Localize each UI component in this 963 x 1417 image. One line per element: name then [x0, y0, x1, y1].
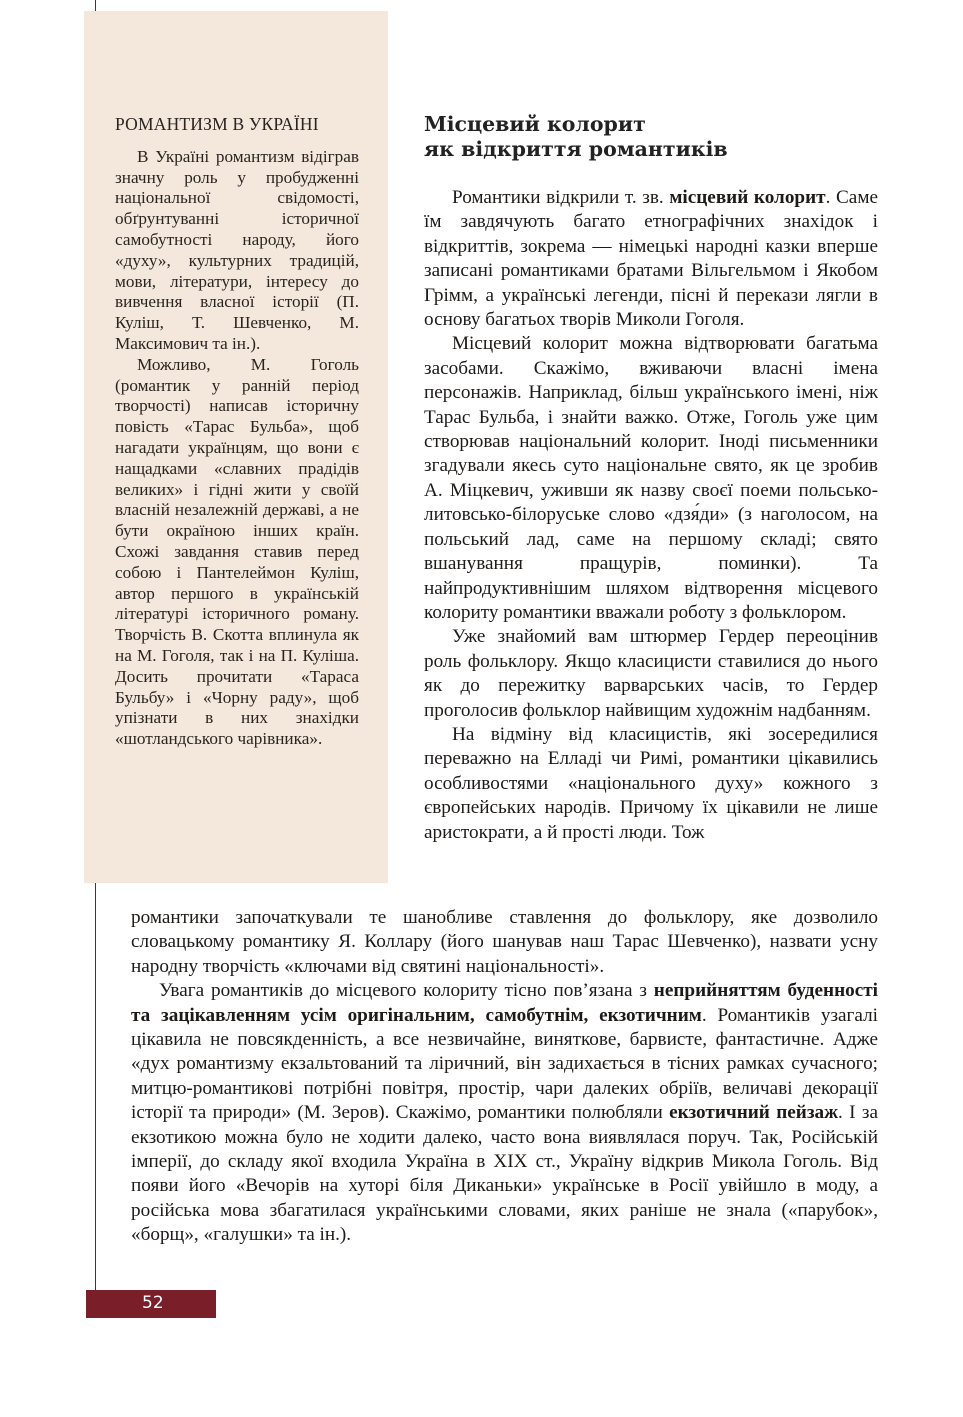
sidebar-paragraph-1: В Україні романтизм відіграв значну роль у пробудженні національної свідомості, обґрунтуванні історичної самобутності народу, його «духу», культурних традицій, мови, літератури, інтересу до вивчення власної історії (П. Куліш, Т. Шевченко, М. Максимович та ін.). [115, 146, 359, 353]
paragraph-4-start: На відміну від класицистів, які зосередилися переважно на Елладі чи Римі, романтики цікавились особливостями «національного духу» кожного з європейських народів. Причому їх цікавили не лише аристократи, а й прості люди. Тож [424, 723, 878, 843]
page-number-tab [86, 1290, 216, 1318]
main-column [424, 186, 878, 845]
sidebar-paragraph-2: Можливо, М. Гоголь (романтик у ранній період творчості) написав історичну повість «Тарас Бульба», щоб нагадати українцям, що вони є нащадками «славних прадідів великих» і гідні жити у своїй власній незалежній державі, а не бути окраїною інших країн. Схожі завдання ставив перед собою і Пантелеймон Куліш, автор першого в українській літературі історичного роману. Творчість В. Скотта вплинула як на М. Гоголя, так і на П. Куліша. Досить прочитати «Тараса Бульбу» і «Чорну раду», щоб упізнати в них знахідки «шотландського чарівника». [115, 354, 359, 749]
page-number: 52 [142, 1293, 164, 1313]
paragraph-5-text-a: Увага романтиків до місцевого колориту тісно пов’язана з [159, 980, 654, 1002]
paragraph-4-end: романтики започаткували те шанобливе ставлення до фольклору, яке дозволило словацькому романтику Я. Коллару (його шанував наш Тарас Шевченко), назвати усну народну творчість «ключами від святині національності». [131, 907, 878, 977]
paragraph-3: Уже знайомий вам штюрмер Гердер переоцінив роль фольклору. Якщо класицисти ставилися до нього як до пережитку варварських часів, то Гердер проголосив фольклор найвищим художнім надбанням. [424, 626, 878, 721]
sidebar-title: РОМАНТИЗМ В УКРАЇНІ [115, 114, 319, 134]
sidebar-text [115, 114, 359, 750]
section-heading [424, 112, 884, 162]
term-local-color: місцевий колорит [669, 187, 826, 208]
full-width-column [131, 906, 878, 1248]
heading-line-1: Місцевий колорит [424, 112, 646, 136]
paragraph-5-text-c: . І за екзотикою можна було не ходити далеко, часто вона виявлялася поруч. Так, Російській імперії, до складу якої входила Україна в XIX ст., Україну відкрив Микола Гоголь. Від появи його «Вечорів на хуторі біля Диканьки» українське в Росії увійшло в моду, а російська мова збагатилася українськими словами, яких раніше не знала («парубок», «борщ», «галушки» та ін.). [131, 1102, 878, 1246]
paragraph-2: Місцевий колорит можна відтворювати багатьма засобами. Скажімо, вживаючи власні імена персонажів. Наприклад, більш українського імені, ніж Тарас Бульба, і знайти важко. Отже, Гоголь уже цим створював національний колорит. Іноді письменники згадували якесь суто національне свято, як це зробив А. Міцкевич, уживши як назву своєї поеми польсько-литовсько-білоруське слово «дзя́ди» (з наголосом, на польський лад, саме на першому складі; свято вшанування пращурів, поминки). Та найпродуктивнішим шляхом відтворення місцевого колориту романтики вважали роботу з фольклором. [424, 333, 878, 623]
heading-line-2: як відкриття романтиків [424, 137, 728, 161]
paragraph-5-text-b: . Романтиків узагалі цікавила не повсякденність, а все незвичайне, виняткове, барвисте, фантастичне. Адже «дух романтизму екзальтований та ліричний, він задихається в тісних рамках сучасного; митцю-романтикові потрібні повітря, простір, чари далеких обріїв, величаві декорації історії та природи» (М. Зеров). Скажімо, романтики полюбляли [131, 1004, 879, 1124]
paragraph-1 [424, 186, 878, 332]
paragraph-1-text-b: . Саме їм завдячують багато етнографічних знахідок і відкриттів, зокрема — німецькі народні казки вперше записані романтиками братами Вільгельмом і Якобом Грімм, а українські легенди, пісні й перекази лягли в основу багатьох творів Миколи Гоголя. [424, 187, 878, 331]
paragraph-5 [131, 979, 878, 1247]
term-exotic-landscape: екзотичний пейзаж [669, 1102, 839, 1124]
paragraph-1-text-a: Романтики відкрили т. зв. [452, 187, 670, 208]
term-rejection-of-ordinary: неприйняттям буденності та зацікавленням усім оригінальним, самобутнім, екзотичним [131, 980, 878, 1026]
